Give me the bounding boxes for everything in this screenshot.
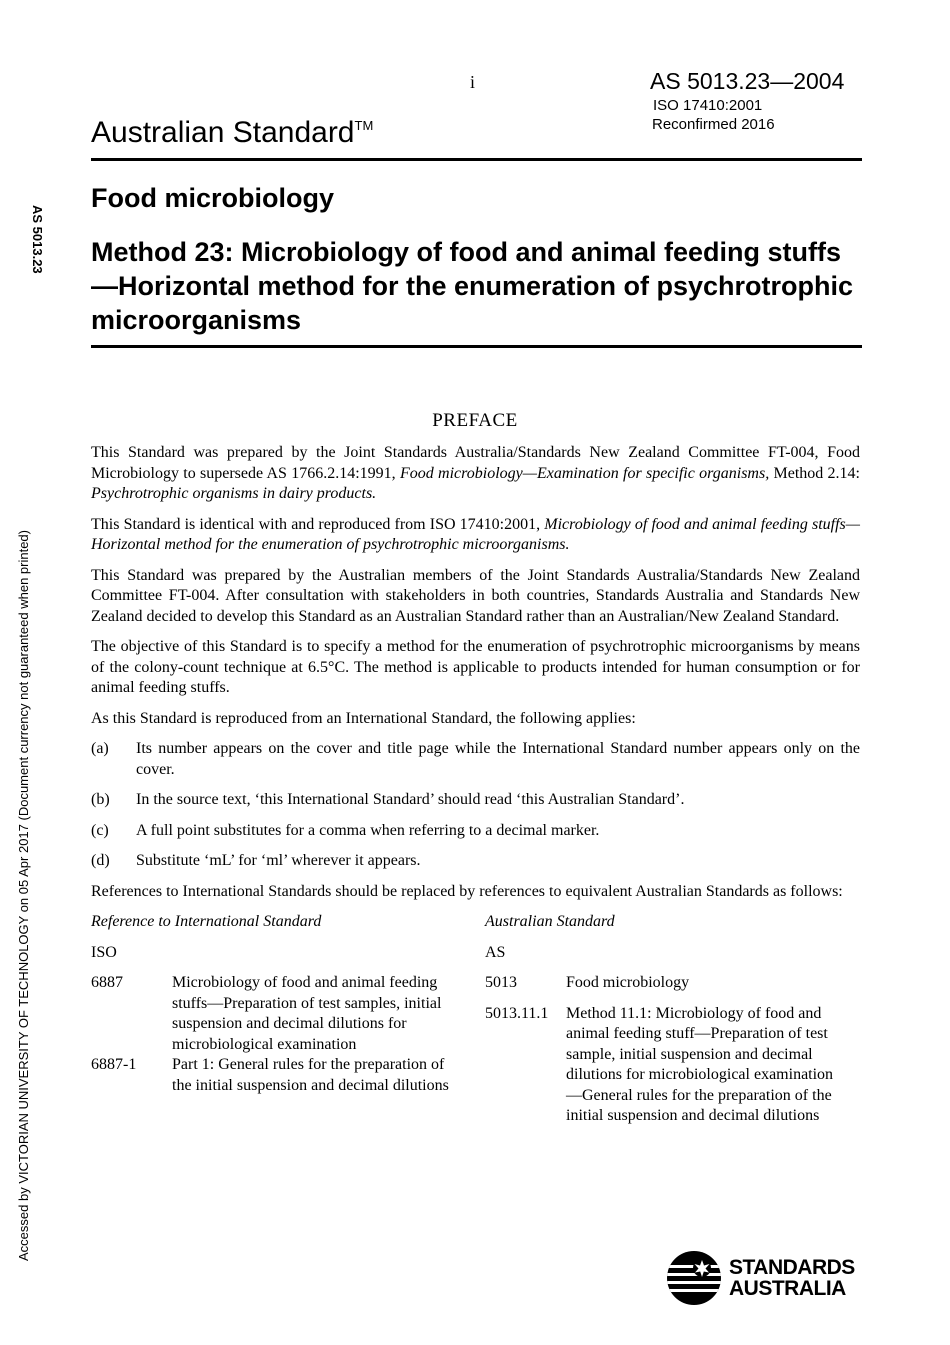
intl-prefix: ISO	[91, 943, 117, 961]
reconfirmed-note: Reconfirmed 2016	[652, 116, 775, 133]
divider-bottom	[91, 345, 862, 348]
standard-number: AS 5013.23—2004	[650, 68, 845, 94]
p1-italic-method: Psychrotrophic organisms in dairy products.	[91, 485, 377, 502]
list-text: Substitute ‘mL’ for ‘ml’ wherever it appears.	[136, 852, 421, 869]
list-marker: (b)	[91, 791, 110, 808]
standards-australia-logo	[666, 1250, 855, 1306]
list-marker: (c)	[91, 821, 109, 839]
p1-text: This Standard was prepared by the Joint Standards Australia/Standards New Zealand Committee FT-004, Food Microbiology to supersede AS 1766.2.14:1991,	[91, 444, 860, 482]
list-marker: (a)	[91, 740, 109, 757]
preface-paragraph-1	[91, 443, 860, 505]
divider-top	[91, 158, 862, 161]
au-prefix: AS	[485, 943, 506, 961]
table-row	[485, 1004, 860, 1127]
list-item	[91, 790, 860, 811]
preface-paragraph-4: The objective of this Standard is to specify a method for the enumeration of psychrotrophic microorganisms by means of the colony-count technique at 6.5°C. The method is applicable to products intended for human consumption or for animal feeding stuffs.	[91, 638, 860, 696]
logo-line-2: AUSTRALIA	[729, 1277, 846, 1300]
list-text: In the source text, ‘this International Standard’ should read ‘this Australian Standard’.	[136, 791, 685, 808]
logo-emblem-icon	[666, 1250, 722, 1306]
reference-title: Microbiology of food and animal feeding stuffs—Preparation of test samples, initial suspension and decimal dilutions for microbiological examination	[172, 974, 442, 1053]
p2-text: This Standard is identical with and reproduced from ISO 17410:2001,	[91, 515, 545, 533]
table-row	[91, 1055, 485, 1096]
reference-number: 5013	[485, 974, 517, 991]
reference-number: 6887	[91, 974, 123, 991]
au-reference-heading: Australian Standard	[485, 913, 615, 930]
au-reference-column	[485, 912, 860, 1137]
document-title: Food microbiology	[91, 183, 334, 213]
preface-paragraph-5: As this Standard is reproduced from an International Standard, the following applies:	[91, 709, 636, 727]
reference-title: Food microbiology	[566, 974, 690, 991]
p1-italic-title: Food microbiology—Examination for specific organisms,	[399, 464, 770, 482]
preface-heading: PREFACE	[432, 410, 518, 431]
list-text: A full point substitutes for a comma when referring to a decimal marker.	[136, 821, 600, 839]
intl-reference-heading: Reference to International Standard	[91, 913, 322, 930]
preface-paragraph-6: References to International Standards should be replaced by references to equivalent Australian Standards as follows:	[91, 882, 843, 900]
standard-type	[91, 116, 373, 150]
intl-reference-column	[91, 912, 485, 1137]
p1-method: Method 2.14:	[769, 464, 860, 482]
reference-number: 5013.11.1	[485, 1004, 549, 1022]
reference-table	[91, 912, 860, 1137]
list-marker: (d)	[91, 852, 110, 869]
standard-type-label: Australian Standard	[91, 116, 355, 149]
list-item	[91, 739, 860, 780]
logo-wordmark	[729, 1257, 855, 1299]
page-number: i	[470, 72, 476, 92]
reference-title: Method 11.1: Microbiology of food and animal feeding stuff—Preparation of test sample, initial suspension and decimal dilutions for microbiological examination—General rules for the preparation of the initial suspension and decimal dilutions	[566, 1004, 834, 1124]
trademark: TM	[354, 118, 374, 133]
preface-paragraph-3: This Standard was prepared by the Australian members of the Joint Standards Australia/Standards New Zealand Committee FT-004. After consultation with stakeholders in both countries, Standards Australia and Standards New Zealand decided to develop this Standard as an Australian Standard rather than an Australian/New Zealand Standard.	[91, 566, 860, 625]
iso-number: ISO 17410:2001	[653, 97, 763, 114]
side-standard-code: AS 5013.23	[30, 205, 45, 274]
preface-paragraph-2	[91, 515, 860, 556]
reference-number: 6887-1	[91, 1056, 137, 1073]
preface-body	[91, 443, 860, 1137]
reference-title: Part 1: General rules for the preparation of the initial suspension and decimal dilutions	[172, 1056, 449, 1094]
table-row	[91, 973, 485, 1055]
p2-italic-title: Microbiology of food and animal feeding stuffs—Horizontal method for the enumeration of psychrotrophic microorganisms.	[91, 515, 860, 553]
list-item	[91, 851, 860, 872]
table-row	[485, 973, 860, 994]
list-text: Its number appears on the cover and title page while the International Standard number appears only on the cover.	[136, 740, 860, 778]
method-title: Method 23: Microbiology of food and animal feeding stuffs—Horizontal method for the enumeration of psychrotrophic microorganisms	[91, 237, 854, 335]
list-item	[91, 821, 860, 842]
access-note: Accessed by VICTORIAN UNIVERSITY OF TECHNOLOGY on 05 Apr 2017 (Document currency not guaranteed when printed)	[16, 530, 31, 1261]
logo-line-1: STANDARDS	[729, 1256, 855, 1279]
